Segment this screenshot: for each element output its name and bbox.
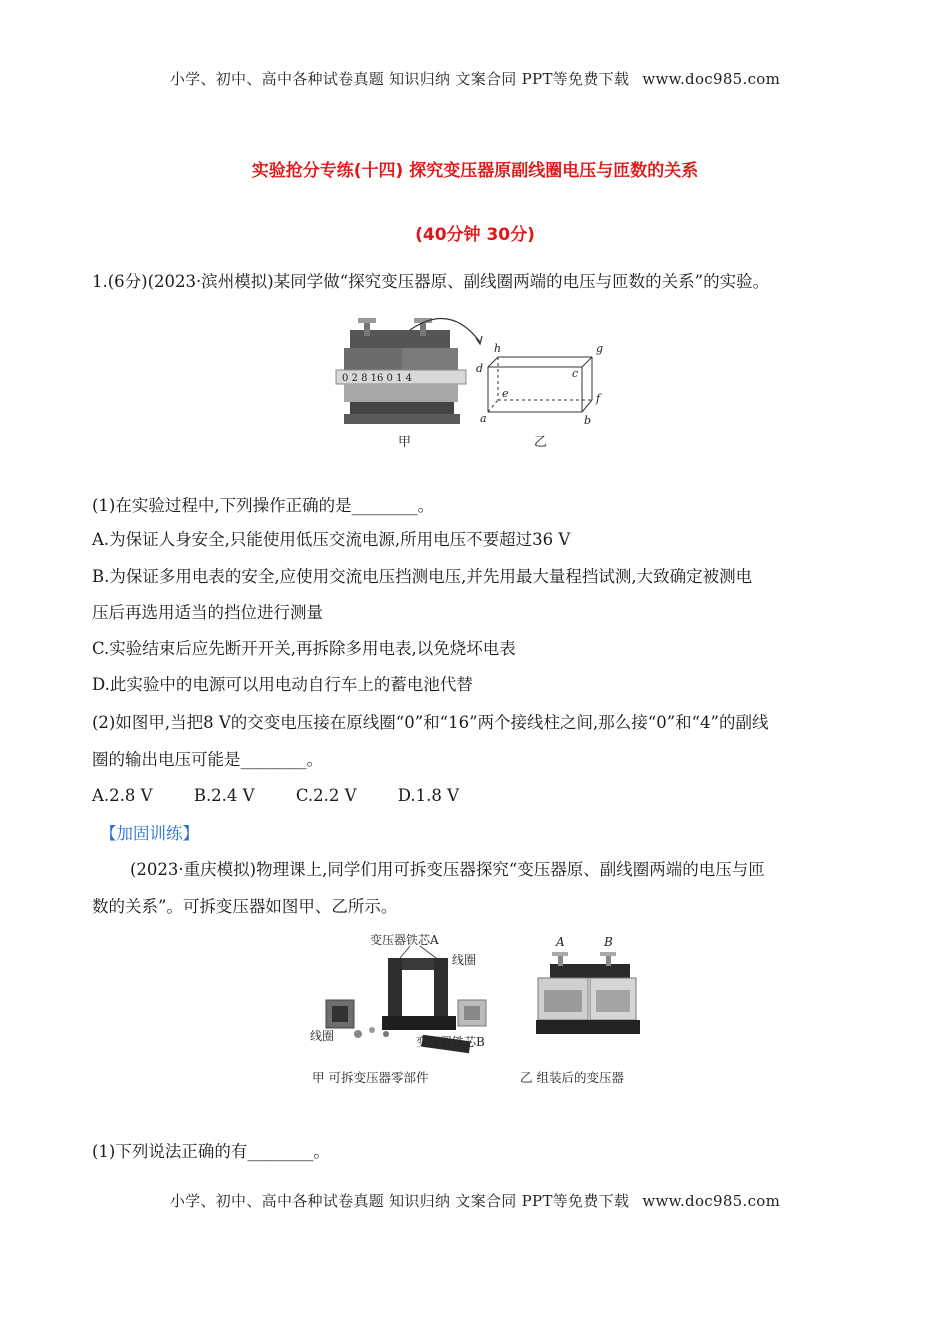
q1-part1: (1)在实验过程中,下列操作正确的是________。: [92, 496, 435, 515]
vertex-e: e: [502, 387, 509, 400]
choice-c: C.2.2 V: [295, 786, 357, 805]
label-terminal-a: A: [556, 935, 565, 949]
practice-heading: 【加固训练】: [100, 824, 199, 843]
practice-stem: (2023·重庆模拟)物理课上,同学们用可拆变压器探究“变压器原、副线圈两端的电压与匝: [130, 860, 765, 879]
vertex-h: h: [494, 342, 502, 355]
header-text: 小学、初中、高中各种试卷真题 知识归纳 文案合同 PPT等免费下载: [169, 70, 630, 88]
caption-assembled: 乙 组装后的变压器: [520, 1070, 624, 1085]
terminal-labels: 0 2 8 16 0 1 4: [342, 373, 412, 384]
q1-part2: (2)如图甲,当把8 V的交变电压接在原线圈“0”和“16”两个接线柱之间,那么接“0”和“4”的副线: [92, 713, 769, 732]
footer-url[interactable]: www.doc985.com: [642, 1192, 781, 1210]
q1-stem: 1.(6分)(2023·滨州模拟)某同学做“探究变压器原、副线圈两端的电压与匝数的关系”的实验。: [92, 272, 770, 291]
page-footer: [0, 1190, 950, 1211]
page-subtitle: (40分钟 30分): [415, 225, 535, 245]
q1-part2-choices: [92, 784, 862, 808]
vertex-c: c: [572, 367, 579, 380]
vertex-d: d: [476, 362, 484, 375]
practice-figure: [300, 928, 660, 1090]
page-title: 实验抢分专练(十四) 探究变压器原副线圈电压与匝数的关系: [251, 161, 699, 181]
label-terminal-b: B: [604, 935, 613, 949]
q1-option-b-cont: 压后再选用适当的挡位进行测量: [92, 603, 323, 622]
choice-d: D.1.8 V: [397, 786, 460, 805]
q1-option-b: B.为保证多用电表的安全,应使用交流电压挡测电压,并先用最大量程挡试测,大致确定被测电: [92, 567, 753, 586]
fig-caption-jia: 甲: [398, 435, 412, 450]
label-coil-right: 线圈: [452, 953, 477, 967]
q1-option-c: C.实验结束后应先断开开关,再拆除多用电表,以免烧坏电表: [92, 639, 516, 658]
cuboid-diagram: [488, 357, 592, 412]
caption-parts: 甲 可拆变压器零部件: [312, 1070, 429, 1085]
page-header: [0, 68, 950, 89]
footer-text: 小学、初中、高中各种试卷真题 知识归纳 文案合同 PPT等免费下载: [169, 1192, 630, 1210]
transformer-photo: [336, 318, 466, 424]
vertex-b: b: [584, 414, 592, 427]
label-core-a: 变压器铁芯A: [370, 933, 439, 947]
q1-option-d: D.此实验中的电源可以用电动自行车上的蓄电池代替: [92, 675, 473, 694]
label-core-b: 变压器铁芯B: [416, 1035, 485, 1049]
fig-caption-yi: 乙: [534, 435, 548, 450]
choice-a: A.2.8 V: [92, 786, 153, 805]
header-url[interactable]: www.doc985.com: [642, 70, 781, 88]
assembled-transformer-photo: [536, 952, 640, 1034]
q1-option-a: A.为保证人身安全,只能使用低压交流电源,所用电压不要超过36 V: [92, 530, 571, 549]
practice-stem-cont: 数的关系”。可拆变压器如图甲、乙所示。: [92, 897, 398, 916]
choice-b: B.2.4 V: [193, 786, 255, 805]
label-coil-left: 线圈: [310, 1029, 335, 1043]
vertex-g: g: [596, 342, 604, 355]
practice-part1: (1)下列说法正确的有________。: [92, 1142, 330, 1161]
vertex-f: f: [596, 392, 601, 405]
q1-part2-cont: 圈的输出电压可能是________。: [92, 750, 323, 769]
vertex-a: a: [480, 412, 487, 425]
q1-figure: [330, 312, 630, 457]
